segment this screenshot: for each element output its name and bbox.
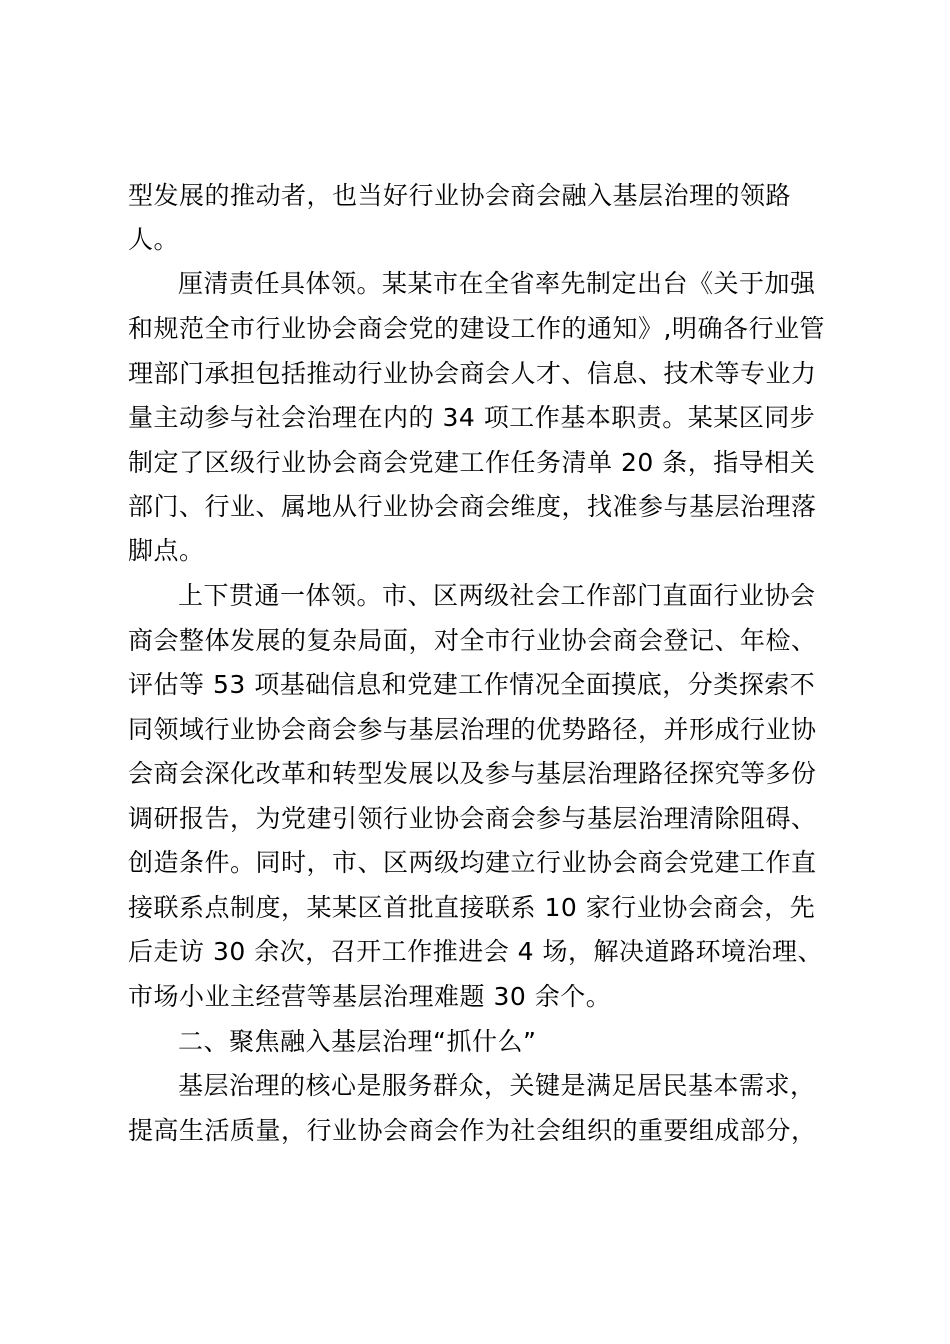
text-line: 市场小业主经营等基层治理难题 30 余个。	[128, 982, 612, 1011]
text-line: 人。	[128, 225, 180, 254]
text-line: 制定了区级行业协会商会党建工作任务清单 20 条，指导相关	[128, 448, 816, 477]
paragraph-first-line: 基层治理的核心是服务群众，关键是满足居民基本需求，	[178, 1071, 816, 1100]
text-line: 评估等 53 项基础信息和党建工作情况全面摸底，分类探索不	[128, 670, 816, 699]
text-line: 量主动参与社会治理在内的 34 项工作基本职责。某某区同步	[128, 403, 816, 432]
text-line: 型发展的推动者，也当好行业协会商会融入基层治理的领路	[128, 181, 792, 210]
text-line: 调研报告，为党建引领行业协会商会参与基层治理清除阻碍、	[128, 804, 817, 833]
text-line: 部门、行业、属地从行业协会商会维度，找准参与基层治理落	[128, 492, 817, 521]
text-line: 后走访 30 余次，召开工作推进会 4 场，解决道路环境治理、	[128, 937, 824, 966]
text-line: 脚点。	[128, 536, 205, 565]
text-line: 理部门承担包括推动行业协会商会人才、信息、技术等专业力	[128, 359, 817, 388]
text-line: 和规范全市行业协会商会党的建设工作的通知》,明确各行业管	[128, 314, 825, 343]
text-line: 会商会深化改革和转型发展以及参与基层治理路径探究等多份	[128, 759, 817, 788]
paragraph-heading-line: 厘清责任具体领。某某市在全省率先制定出台《关于加强	[178, 269, 816, 298]
text-line: 创造条件。同时，市、区两级均建立行业协会商会党建工作直	[128, 848, 817, 877]
text-line: 接联系点制度，某某区首批直接联系 10 家行业协会商会，先	[128, 893, 816, 922]
paragraph-heading-line: 上下贯通一体领。市、区两级社会工作部门直面行业协会	[178, 581, 816, 610]
section-heading: 二、聚焦融入基层治理“抓什么”	[178, 1027, 537, 1056]
text-line: 同领域行业协会商会参与基层治理的优势路径，并形成行业协	[128, 715, 817, 744]
text-line: 商会整体发展的复杂局面，对全市行业协会商会登记、年检、	[128, 626, 817, 655]
text-line: 提高生活质量，行业协会商会作为社会组织的重要组成部分，	[128, 1116, 817, 1145]
